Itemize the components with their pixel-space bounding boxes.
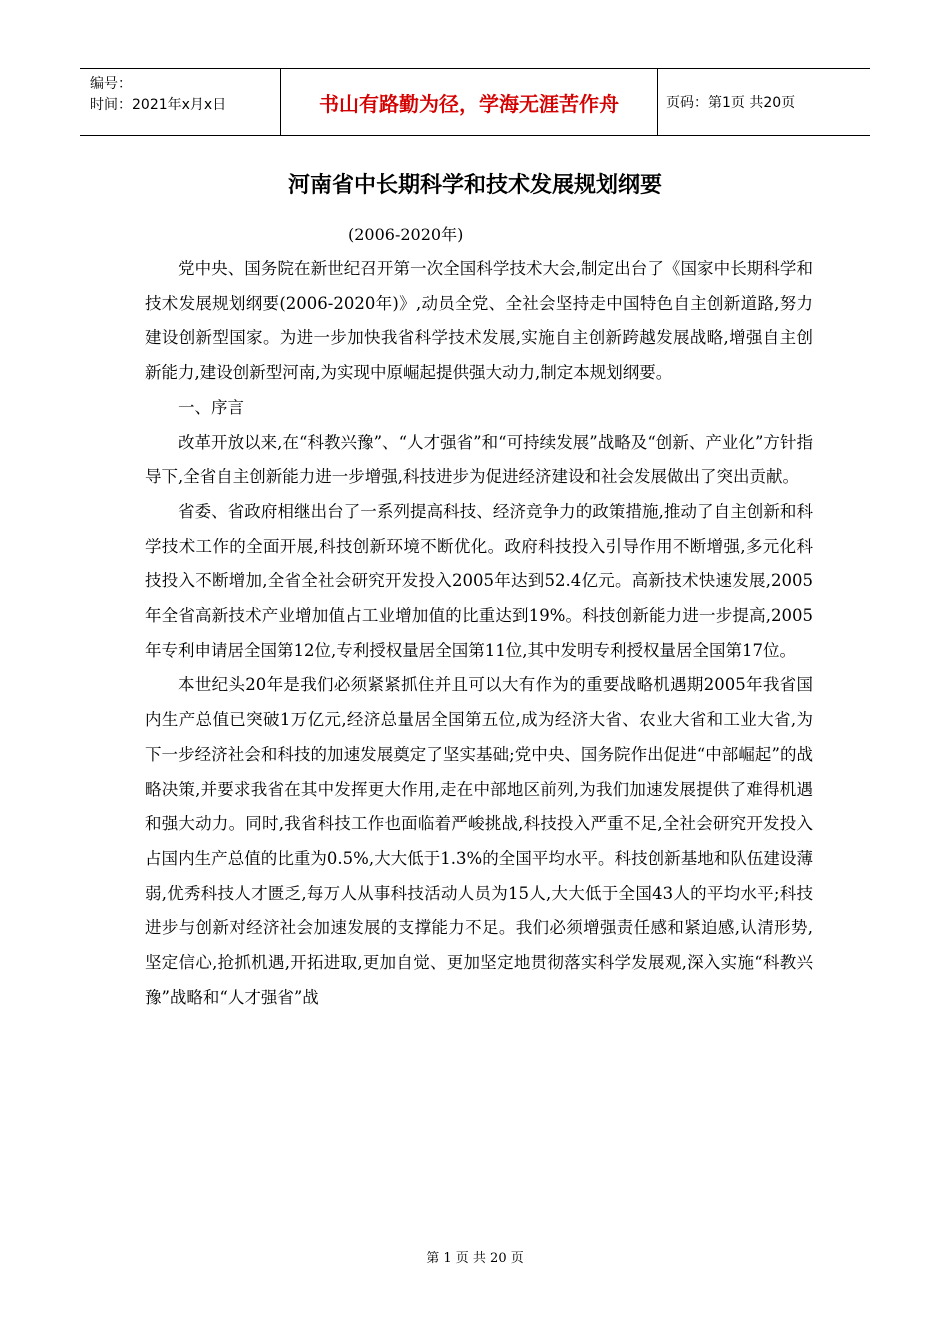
paragraph: 改革开放以来,在“科教兴豫”、“人才强省”和“可持续发展”战略及“创新、产业化”方针指导下,全省自主创新能力进一步增强,科技进步为促进经济建设和社会发展做出了突出贡献。 [145,432,813,487]
document-body [145,252,813,1015]
document-subtitle: (2006-2020年) [348,225,464,244]
paragraph: 本世纪头20年是我们必须紧紧抓住并且可以大有作为的重要战略机遇期2005年我省国内生产总值已突破1万亿元,经济总量居全国第五位,成为经济大省、农业大省和工业大省,为下一步经济社会和科技的加速发展奠定了坚实基础;党中央、国务院作出促进“中部崛起”的战略决策,并要求我省在其中发挥更大作用,走在中部地区前列,为我们加速发展提供了难得机遇和强大动力。同时,我省科技工作也面临着严峻挑战,科技投入严重不足,全社会研究开发投入占国内生产总值的比重为0.5%,大大低于1.3%的全国平均水平。科技创新基地和队伍建设薄弱,优秀科技人才匮乏,每万人从事科技活动人员为15人,大大低于全国43人的平均水平;科技进步与创新对经济社会加速发展的支撑能力不足。我们必须增强责任感和紧迫感,认清形势,坚定信心,抢抓机遇,开拓进取,更加自觉、更加坚定地贯彻落实科学发展观,深入实施“科教兴豫”战略和“人才强省”战 [145,675,813,1007]
section-heading: 一、序言 [178,397,244,417]
paragraph: 党中央、国务院在新世纪召开第一次全国科学技术大会,制定出台了《国家中长期科学和技术发展规划纲要(2006-2020年)》,动员全党、全社会坚持走中国特色自主创新道路,努力建设创新型国家。为进一步加快我省科学技术发展,实施自主创新跨越发展战略,增强自主创新能力,建设创新型河南,为实现中原崛起提供强大动力,制定本规划纲要。 [145,259,813,383]
time-label: 时间：2021年x月x日 [90,97,227,113]
document-title: 河南省中长期科学和技术发展规划纲要 [287,173,662,198]
header-table [80,68,870,136]
number-label: 编号： [90,76,132,92]
header-page-info: 页码：第1页 共20页 [666,95,796,111]
header-motto: 书山有路勤为径，学海无涯苦作舟 [281,69,658,135]
paragraph: 省委、省政府相继出台了一系列提高科技、经济竞争力的政策措施,推动了自主创新和科学技术工作的全面开展,科技创新环境不断优化。政府科技投入引导作用不断增强,多元化科技投入不断增加,全省全社会研究开发投入2005年达到52.4亿元。高新技术快速发展,2005年全省高新技术产业增加值占工业增加值的比重达到19%。科技创新能力进一步提高,2005年专利申请居全国第12位,专利授权量居全国第11位,其中发明专利授权量居全国第17位。 [145,501,813,660]
page-footer: 第 1 页 共 20 页 [426,1251,524,1266]
header-meta-cell [80,69,281,135]
